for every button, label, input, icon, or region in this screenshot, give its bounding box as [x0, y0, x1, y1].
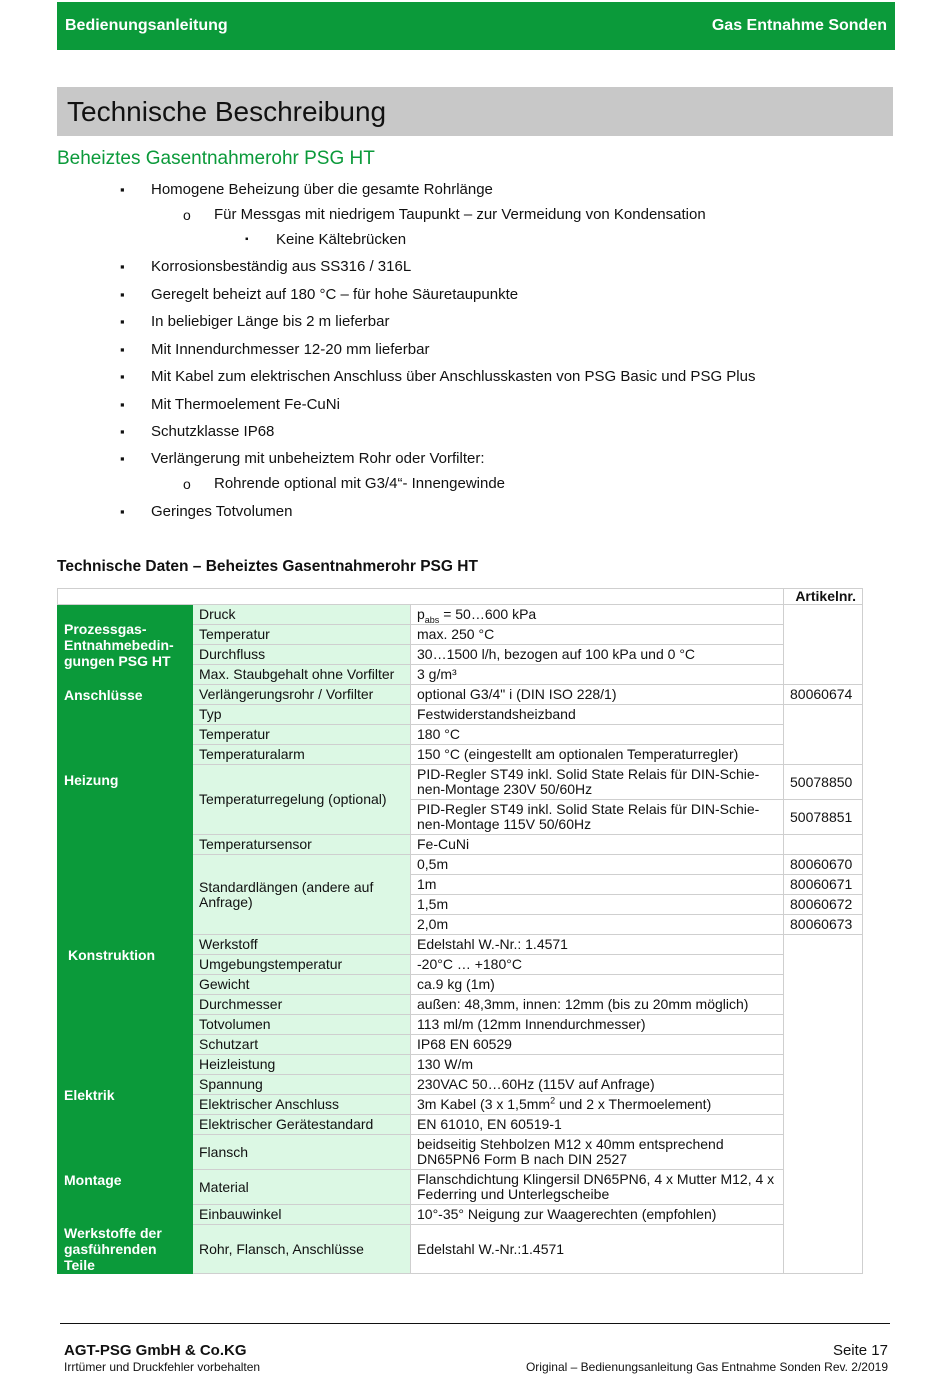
article-number: 80060672	[784, 895, 863, 915]
row-label: Standardlängen (andere auf Anfrage)	[193, 855, 411, 935]
row-label: Gewicht	[193, 975, 411, 995]
row-value: Edelstahl W.-Nr.: 1.4571	[411, 935, 784, 955]
row-label: Typ	[193, 705, 411, 725]
row-label: Druck	[193, 605, 411, 625]
group-heizung: Heizung	[58, 705, 193, 855]
subtitle: Beheiztes Gasentnahmerohr PSG HT	[57, 148, 375, 169]
square-bullet-icon: ▪	[120, 424, 125, 439]
row-value: 3 g/m³	[411, 665, 784, 685]
row-value: $p_{abs}$ = 50…600 kPa	[411, 605, 784, 625]
article-number: 50078851	[784, 800, 863, 835]
row-label: Temperaturalarm	[193, 745, 411, 765]
row-value: ca.9 kg (1m)	[411, 975, 784, 995]
row-value: optional G3/4" i (DIN ISO 228/1)	[411, 685, 784, 705]
row-value: PID-Regler ST49 inkl. Solid State Relais für DIN-Schie-nen-Montage 230V 50/60Hz	[411, 765, 784, 800]
table-row	[58, 705, 863, 725]
footer-divider	[60, 1323, 890, 1324]
row-value: 130 W/m	[411, 1055, 784, 1075]
row-label: Totvolumen	[193, 1015, 411, 1035]
row-value: IP68 EN 60529	[411, 1035, 784, 1055]
list-item-text: Verlängerung mit unbeheiztem Rohr oder Vorfilter:	[151, 450, 485, 467]
row-label: Temperatur	[193, 625, 411, 645]
list-item-text: Korrosionsbeständig aus SS316 / 316L	[151, 258, 412, 275]
group-prozessgas: Prozessgas-Entnahmebedin-gungen PSG HT	[58, 605, 193, 685]
list-item-text: Schutzklasse IP68	[151, 423, 275, 440]
column-header-artikelnr: Artikelnr.	[784, 589, 863, 605]
row-value: 1m	[411, 875, 784, 895]
row-label: Temperatursensor	[193, 835, 411, 855]
article-number: 80060670	[784, 855, 863, 875]
row-value: Festwiderstandsheizband	[411, 705, 784, 725]
list-item-text: Für Messgas mit niedrigem Taupunkt – zur Vermeidung von Kondensation	[214, 206, 706, 223]
list-item-text: Rohrende optional mit G3/4“- Innengewinde	[214, 475, 506, 492]
list-item-text: Mit Innendurchmesser 12-20 mm lieferbar	[151, 341, 430, 358]
table-title: Technische Daten – Beheiztes Gasentnahmerohr PSG HT	[57, 558, 478, 575]
table-row	[58, 855, 863, 875]
footer-document-info: Original – Bedienungsanleitung Gas Entnahme Sonden Rev. 2/2019	[525, 1360, 888, 1374]
square-bullet-icon: ▪	[120, 182, 125, 197]
table-row	[58, 1225, 863, 1274]
tech-data-table	[57, 588, 863, 1274]
footer-page-number: Seite 17	[832, 1342, 888, 1359]
square-bullet-icon: ▪	[120, 451, 125, 466]
row-value: 2,0m	[411, 915, 784, 935]
square-bullet-icon: ▪	[120, 397, 125, 412]
square-bullet-icon: ▪	[120, 259, 125, 274]
square-bullet-icon: ▪	[245, 234, 249, 245]
section-heading	[57, 87, 893, 136]
circle-bullet-icon: o	[183, 476, 191, 492]
row-label: Flansch	[193, 1135, 411, 1170]
square-bullet-icon: ▪	[120, 369, 125, 384]
article-number: 50078850	[784, 765, 863, 800]
row-value: 10°-35° Neigung zur Waagerechten (empfohlen)	[411, 1205, 784, 1225]
square-bullet-icon: ▪	[120, 342, 125, 357]
row-value: -20°C … +180°C	[411, 955, 784, 975]
group-anschluesse: Anschlüsse	[58, 685, 193, 705]
row-label: Elektrischer Anschluss	[193, 1095, 411, 1115]
row-label: Elektrischer Gerätestandard	[193, 1115, 411, 1135]
row-label: Werkstoff	[193, 935, 411, 955]
list-item-text: Geringes Totvolumen	[151, 503, 293, 520]
row-label: Durchfluss	[193, 645, 411, 665]
row-value: Edelstahl W.-Nr.:1.4571	[411, 1225, 784, 1274]
row-label: Heizleistung	[193, 1055, 411, 1075]
square-bullet-icon: ▪	[120, 314, 125, 329]
row-value: Flanschdichtung Klingersil DN65PN6, 4 x Mutter M12, 4 x Federring und Unterlegscheibe	[411, 1170, 784, 1205]
row-label: Schutzart	[193, 1035, 411, 1055]
footer-company: AGT-PSG GmbH & Co.KG	[64, 1342, 247, 1359]
group-montage: Montage	[58, 1135, 193, 1225]
group-konstruktion: Konstruktion	[58, 855, 193, 1055]
row-value: 1,5m	[411, 895, 784, 915]
group-werkstoffe: Werkstoffe der gasführenden Teile	[58, 1225, 193, 1274]
group-elektrik: Elektrik	[58, 1055, 193, 1135]
list-item-text: Keine Kältebrücken	[276, 231, 407, 248]
row-value: 180 °C	[411, 725, 784, 745]
article-number: 80060673	[784, 915, 863, 935]
row-label: Spannung	[193, 1075, 411, 1095]
article-number: 80060674	[784, 685, 863, 705]
square-bullet-icon: ▪	[120, 504, 125, 519]
article-number: 80060671	[784, 875, 863, 895]
row-label: Max. Staubgehalt ohne Vorfilter	[193, 665, 411, 685]
row-label: Material	[193, 1170, 411, 1205]
table-row	[58, 589, 863, 605]
row-label: Rohr, Flansch, Anschlüsse	[193, 1225, 411, 1274]
section-title: Technische Beschreibung	[67, 96, 387, 127]
row-label: Einbauwinkel	[193, 1205, 411, 1225]
row-value: EN 61010, EN 60519-1	[411, 1115, 784, 1135]
row-value: max. 250 °C	[411, 625, 784, 645]
row-value: 150 °C (eingestellt am optionalen Temperaturregler)	[411, 745, 784, 765]
header-right: Gas Entnahme Sonden	[711, 17, 887, 34]
row-label: Temperaturregelung (optional)	[193, 765, 411, 835]
list-item-text: Homogene Beheizung über die gesamte Rohrlänge	[151, 181, 493, 198]
header-left: Bedienungsanleitung	[65, 17, 228, 34]
row-label: Durchmesser	[193, 995, 411, 1015]
table-row	[58, 685, 863, 705]
row-label: Verlängerungsrohr / Vorfilter	[193, 685, 411, 705]
table-row	[58, 1055, 863, 1075]
circle-bullet-icon: o	[183, 207, 191, 223]
list-item-text: In beliebiger Länge bis 2 m lieferbar	[151, 313, 390, 330]
table-row	[58, 605, 863, 625]
row-value: PID-Regler ST49 inkl. Solid State Relais für DIN-Schie-nen-Montage 115V 50/60Hz	[411, 800, 784, 835]
footer-disclaimer: Irrtümer und Druckfehler vorbehalten	[64, 1360, 261, 1374]
header-bar	[57, 2, 895, 50]
row-value: außen: 48,3mm, innen: 12mm (bis zu 20mm möglich)	[411, 995, 784, 1015]
square-bullet-icon: ▪	[120, 287, 125, 302]
row-value: 30…1500 l/h, bezogen auf 100 kPa und 0 °C	[411, 645, 784, 665]
row-value: beidseitig Stehbolzen M12 x 40mm entsprechend DN65PN6 Form B nach DIN 2527	[411, 1135, 784, 1170]
table-row	[58, 1135, 863, 1170]
row-value: 3m Kabel (3 x $1,5mm^2$ und 2 x Thermoelement)	[411, 1095, 784, 1115]
row-label: Umgebungstemperatur	[193, 955, 411, 975]
row-value: 113 ml/m (12mm Innendurchmesser)	[411, 1015, 784, 1035]
row-value: Fe-CuNi	[411, 835, 784, 855]
row-label: Temperatur	[193, 725, 411, 745]
list-item-text: Mit Thermoelement Fe-CuNi	[151, 396, 340, 413]
list-item-text: Mit Kabel zum elektrischen Anschluss über Anschlusskasten von PSG Basic und PSG Plus	[151, 368, 756, 385]
list-item-text: Geregelt beheizt auf 180 °C – für hohe Säuretaupunkte	[151, 286, 519, 303]
row-value: 0,5m	[411, 855, 784, 875]
row-value: 230VAC 50…60Hz (115V auf Anfrage)	[411, 1075, 784, 1095]
